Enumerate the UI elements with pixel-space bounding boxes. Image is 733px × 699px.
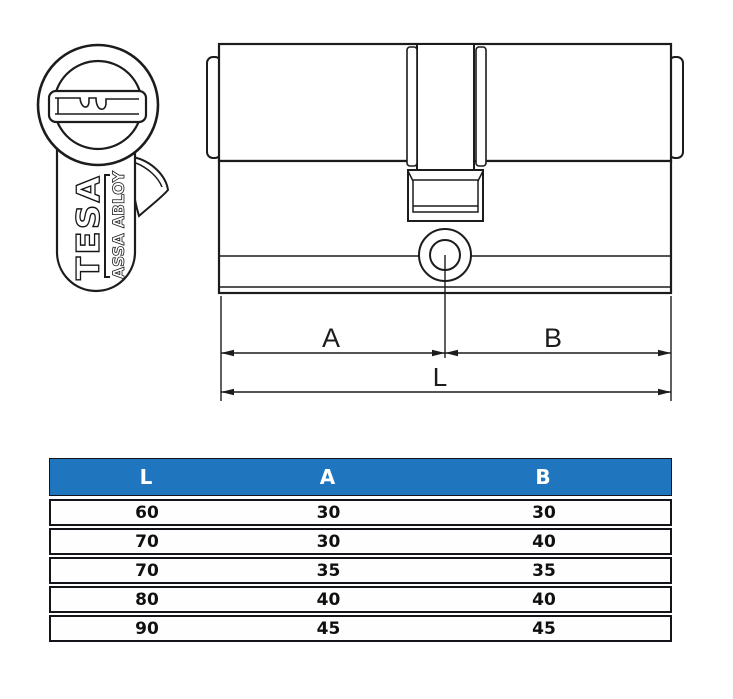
cell-l: 70 [135,560,159,581]
cam-strip-right [476,47,486,166]
table-row [49,499,672,526]
dim-l-arrow-right [658,389,671,396]
cell-a: 40 [316,589,341,610]
size-table [49,458,672,644]
dim-a-arrow-right [432,350,445,357]
cell-l: 80 [135,589,159,610]
cell-l: 70 [135,531,159,552]
dim-a-arrow-left [221,350,234,357]
cam-lobe-front [133,157,168,216]
brand-tesa-text: TESA [71,183,107,280]
cell-a: 35 [316,560,341,581]
cell-b: 35 [532,560,556,581]
cell-a: 30 [316,502,341,523]
table-row [49,586,672,613]
cell-a: 30 [316,531,341,552]
dim-l-label: L [432,362,448,392]
cell-a: 45 [316,618,341,639]
table-row [49,528,672,555]
header-col-l: L [139,465,153,489]
table-row [49,557,672,584]
table-row [49,615,672,642]
cell-l: 90 [135,618,159,639]
cell-b: 30 [532,502,556,523]
cell-b: 40 [532,531,556,552]
dim-b-arrow-right [658,350,671,357]
dim-b-arrow-left [445,350,458,357]
cell-l: 60 [135,502,159,523]
cam-strip-left [407,47,417,166]
brand-assaabloy-text: ASSA ABLOY [109,167,128,279]
size-table-header [49,458,672,496]
cell-b: 40 [532,589,556,610]
cam-lobe-box [408,170,483,221]
header-col-b: B [535,465,551,489]
cell-b: 45 [532,618,556,639]
dim-b-label: B [543,323,563,353]
dim-a-label: A [321,323,341,353]
cam-ring [417,44,474,170]
header-col-a: A [319,465,336,489]
dim-l-arrow-left [221,389,234,396]
